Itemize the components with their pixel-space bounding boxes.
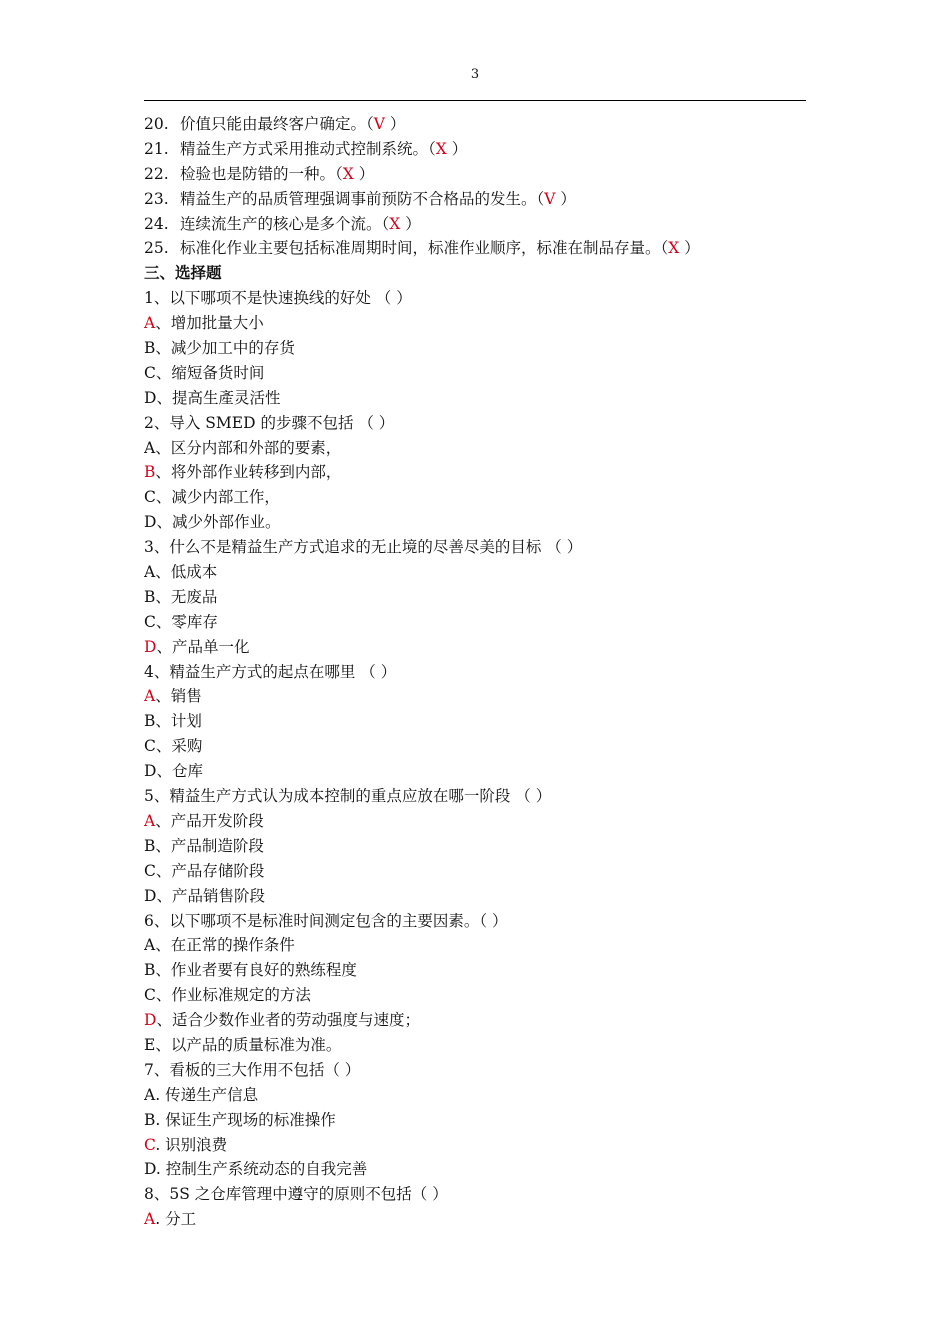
option-item (144, 510, 806, 535)
option-text: 减少内部工作， (171, 488, 280, 507)
option-text: 产品制造阶段 (170, 836, 264, 855)
answer-close-paren: ） (353, 164, 375, 183)
option-text: 减少加工中的存货 (170, 339, 295, 358)
option-item (144, 933, 806, 958)
item-number: 23. (144, 189, 169, 208)
option-letter: D (144, 513, 157, 532)
option-text: 作业者要有良好的熟练程度 (170, 961, 357, 980)
option-item (144, 759, 806, 784)
option-item (144, 336, 806, 361)
option-separator: 、 (155, 811, 171, 830)
option-text: 识别浪费 (165, 1135, 228, 1154)
option-letter: C (144, 861, 156, 880)
answer-open-paren: （ (335, 164, 343, 183)
question-stem: 1、以下哪项不是快速换线的好处 （ ） (144, 289, 412, 308)
option-letter: A (144, 1085, 156, 1104)
option-item (144, 610, 806, 635)
option-separator: 、 (155, 563, 171, 582)
option-item (144, 485, 806, 510)
option-separator: 、 (155, 961, 171, 980)
judgement-item (144, 112, 806, 137)
answer-close-paren: ） (400, 214, 421, 233)
option-item (144, 1033, 806, 1058)
item-text: 检验也是防错的一种。 (180, 164, 336, 183)
answer-mark: X (435, 139, 447, 158)
document-body (144, 112, 806, 1232)
option-item (144, 1207, 806, 1232)
correct-option-letter: B (144, 463, 156, 482)
answer-open-paren: （ (428, 139, 436, 158)
item-number: 22. (144, 164, 169, 183)
option-letter: B (144, 836, 156, 855)
header-rule (144, 100, 806, 101)
answer-close-paren: ） (679, 239, 700, 258)
option-separator: 、 (155, 861, 172, 880)
option-letter: A (144, 438, 156, 457)
judgement-item (144, 212, 806, 237)
option-item (144, 1108, 806, 1133)
option-text: 产品开发阶段 (170, 811, 264, 830)
option-text: 产品销售阶段 (171, 886, 265, 905)
judgement-item (144, 162, 806, 187)
option-separator: 、 (155, 339, 171, 358)
option-separator: 、 (155, 936, 171, 955)
correct-option-letter: A (144, 811, 156, 830)
answer-open-paren: （ (660, 239, 669, 258)
option-letter: C (144, 737, 156, 756)
item-number: 25. (144, 239, 169, 258)
option-item (144, 460, 806, 485)
option-item (144, 684, 806, 709)
question-stem: 5、精益生产方式认为成本控制的重点应放在哪一阶段 （ ） (144, 787, 552, 806)
answer-open-paren: （ (381, 214, 390, 233)
option-letter: B (144, 712, 156, 731)
answer-mark: V (544, 189, 556, 208)
answer-mark: V (373, 115, 385, 133)
option-item (144, 709, 806, 734)
option-item (144, 834, 806, 859)
correct-option-letter: A (144, 687, 156, 706)
option-text: 产品存储阶段 (171, 861, 265, 880)
option-text: 采购 (171, 737, 203, 756)
option-text: 保证生产现场的标准操作 (165, 1110, 336, 1129)
option-text: 增加批量大小 (170, 314, 264, 333)
option-item (144, 635, 806, 660)
option-item (144, 585, 806, 610)
answer-mark: X (389, 214, 401, 233)
item-text: 标准化作业主要包括标准周期时间，标准作业顺序，标准在制品存量。 (180, 239, 661, 258)
option-separator: . (155, 1210, 166, 1229)
option-text: 在正常的操作条件 (170, 936, 295, 955)
page-number: 3 (470, 67, 480, 82)
option-item (144, 809, 806, 834)
option-text: 缩短备货时间 (171, 363, 265, 382)
option-text: 传递生产信息 (165, 1085, 259, 1104)
option-letter: D (144, 762, 157, 781)
option-separator: 、 (155, 687, 171, 706)
section-title: 三、选择题 (144, 263, 222, 283)
option-separator: 、 (156, 513, 172, 532)
judgement-item (144, 137, 806, 162)
option-item (144, 361, 806, 386)
question-stem: 3、什么不是精益生产方式追求的无止境的尽善尽美的目标 （ ） (144, 538, 583, 557)
option-separator: 、 (155, 463, 171, 482)
item-text: 精益生产的品质管理强调事前预防不合格品的发生。 (180, 189, 537, 208)
option-letter: B (144, 1110, 156, 1129)
option-item (144, 1133, 806, 1158)
option-separator: . (155, 1085, 166, 1104)
item-number: 21. (144, 139, 169, 158)
option-letter: C (144, 986, 156, 1005)
item-number: 20. (144, 115, 169, 133)
option-item (144, 311, 806, 336)
option-text: 低成本 (170, 563, 218, 582)
option-item (144, 958, 806, 983)
option-item (144, 859, 806, 884)
option-separator: . (155, 1110, 166, 1129)
option-item (144, 1083, 806, 1108)
option-item (144, 436, 806, 461)
option-item (144, 1157, 806, 1182)
option-letter: B (144, 587, 156, 606)
option-separator: 、 (155, 612, 172, 631)
question-stem: 8、5S 之仓库管理中遵守的原则不包括（ ） (144, 1185, 448, 1204)
option-separator: 、 (155, 488, 172, 507)
correct-option-letter: A (144, 1210, 156, 1229)
question-stem: 4、精益生产方式的起点在哪里 （ ） (144, 662, 397, 681)
option-item (144, 386, 806, 411)
item-number: 24. (144, 214, 169, 233)
option-separator: 、 (155, 712, 171, 731)
option-item (144, 560, 806, 585)
answer-close-paren: ） (384, 115, 406, 133)
option-text: 计划 (170, 712, 202, 731)
item-text: 精益生产方式采用推动式控制系统。 (180, 139, 429, 158)
option-text: 区分内部和外部的要素， (170, 438, 342, 457)
answer-open-paren: （ (366, 115, 374, 133)
option-text: 无废品 (170, 587, 218, 606)
option-letter: A (144, 936, 156, 955)
option-letter: C (144, 363, 156, 382)
option-text: 仓库 (171, 762, 203, 781)
option-separator: 、 (155, 587, 171, 606)
option-letter: B (144, 961, 156, 980)
judgement-item (144, 187, 806, 212)
option-separator: 、 (156, 1011, 172, 1030)
item-text: 价值只能由最终客户确定。 (180, 115, 367, 133)
option-separator: 、 (155, 1035, 171, 1054)
option-letter: E (144, 1035, 156, 1054)
option-separator: 、 (155, 986, 172, 1005)
option-letter: D (144, 388, 157, 407)
option-separator: 、 (156, 762, 172, 781)
option-text: 将外部作业转移到内部， (170, 463, 342, 482)
option-text: 以产品的质量标准为准。 (170, 1035, 342, 1054)
option-separator: 、 (155, 314, 171, 333)
answer-open-paren: （ (536, 189, 545, 208)
option-text: 提高生產灵活性 (171, 388, 281, 407)
option-separator: 、 (155, 363, 172, 382)
option-separator: . (155, 1135, 166, 1154)
option-letter: C (144, 488, 156, 507)
option-text: 适合少数作业者的劳动强度与速度； (171, 1011, 420, 1030)
option-letter: D (144, 886, 157, 905)
correct-option-letter: D (144, 1011, 157, 1030)
option-separator: . (155, 1160, 166, 1179)
answer-mark: X (342, 164, 354, 183)
option-separator: 、 (155, 438, 171, 457)
correct-option-letter: D (144, 637, 157, 656)
option-text: 分工 (165, 1210, 197, 1229)
option-text: 减少外部作业。 (171, 513, 281, 532)
option-text: 产品单一化 (171, 637, 250, 656)
question-stem: 2、导入 SMED 的步骤不包括 （ ） (144, 413, 395, 432)
option-item (144, 1008, 806, 1033)
judgement-item (144, 236, 806, 261)
option-letter: C (144, 612, 156, 631)
option-letter: A (144, 563, 156, 582)
option-item (144, 983, 806, 1008)
correct-option-letter: A (144, 314, 156, 333)
option-item (144, 734, 806, 759)
answer-close-paren: ） (555, 189, 576, 208)
answer-close-paren: ） (446, 139, 468, 158)
option-letter: D (144, 1160, 156, 1179)
option-separator: 、 (156, 637, 172, 656)
option-text: 销售 (170, 687, 202, 706)
option-item (144, 884, 806, 909)
question-stem: 7、看板的三大作用不包括（ ） (144, 1060, 361, 1079)
option-separator: 、 (156, 388, 172, 407)
option-text: 作业标准规定的方法 (171, 986, 311, 1005)
option-separator: 、 (155, 737, 172, 756)
option-text: 零库存 (171, 612, 218, 631)
item-text: 连续流生产的核心是多个流。 (180, 214, 382, 233)
correct-option-letter: C (144, 1135, 156, 1154)
option-separator: 、 (156, 886, 172, 905)
option-text: 控制生产系统动态的自我完善 (165, 1160, 368, 1179)
answer-mark: X (668, 239, 680, 258)
question-stem: 6、以下哪项不是标准时间测定包含的主要因素。（ ） (144, 911, 508, 930)
option-separator: 、 (155, 836, 171, 855)
option-letter: B (144, 339, 156, 358)
